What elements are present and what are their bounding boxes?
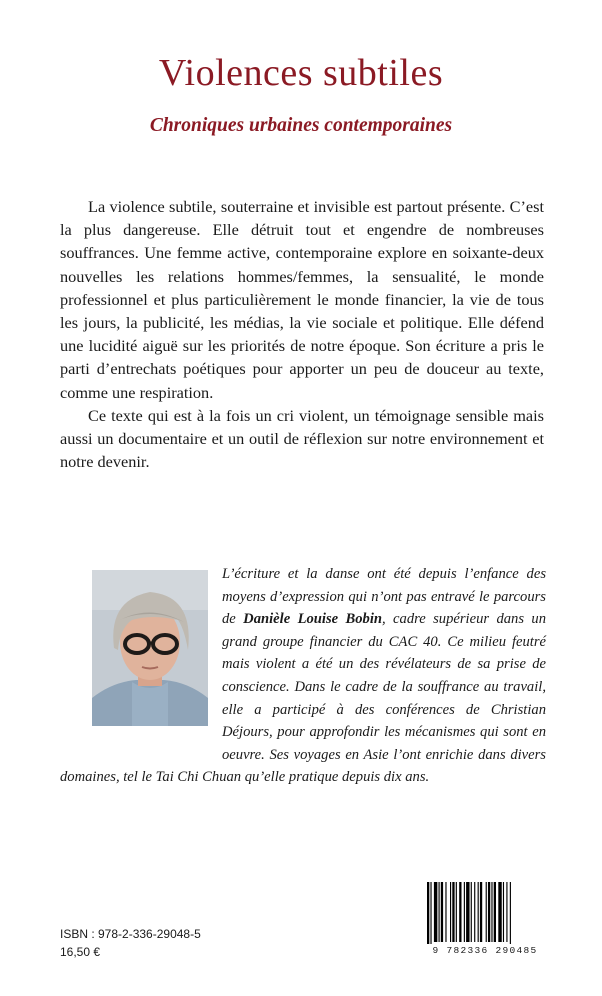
- author-biography: [60, 563, 546, 789]
- barcode-bar: [506, 882, 507, 942]
- bio-rest: , cadre supérieur dans un grand groupe financier du CAC 40. Ce milieu feutré mais violent a été un des révélateurs de sa prise de conscience. Dans le cadre de la souffrance au travail, elle a participé à des conférences de Christian Déjours, pour approfondir les mécanismes qui sont en oeuvre. Ses voyages en Asie l’ont enrichie dans divers domaines, tel le Tai Chi Chuan qu’elle pratique depuis dix ans.: [60, 611, 547, 786]
- barcode-bar: [503, 882, 504, 942]
- barcode-bar: [494, 882, 496, 942]
- barcode-bar: [478, 882, 479, 942]
- barcode-bar: [459, 882, 461, 942]
- barcode-bar: [486, 882, 487, 942]
- description-paragraph: Ce texte qui est à la fois un cri violent, un témoignage sensible mais aussi un documentaire et un outil de réflexion sur notre environnement et notre devenir.: [60, 405, 544, 472]
- book-subtitle: Chroniques urbaines contemporaines: [149, 115, 453, 136]
- barcode-bar: [480, 882, 482, 942]
- barcode-bar: [450, 882, 451, 942]
- barcode-bar: [471, 882, 472, 942]
- barcode-bar: [491, 882, 492, 942]
- barcode-bar: [510, 882, 511, 946]
- barcode-bar: [464, 882, 465, 942]
- book-title: Violences subtiles: [158, 52, 444, 94]
- description-paragraph: La violence subtile, souterraine et invisible est partout présente. C’est la plus dangereuse. Elle détruit tout et engendre de nombreuses souffrances. Une femme active, contemporaine explore en soixante-deux nouvelles les relations hommes/femmes, la sensualité, le monde professionnel et plus particulièrement le monde financier, la vie de tous les jours, la publicité, les médias, la vie sociale et politique. Elle défend une lucidité aiguë sur les priorités de notre époque. Son écriture a pris le parti d’entrechats poétiques pour apporter un peu de douceur au texte, comme une respiration.: [60, 197, 544, 402]
- barcode-bar: [434, 882, 437, 942]
- price: 16,50 €: [60, 945, 101, 959]
- back-cover-description: [60, 195, 544, 473]
- barcode-bar: [445, 882, 446, 942]
- barcode-bar: [452, 882, 454, 942]
- barcode-digits: 9 782336 290485: [426, 944, 544, 958]
- barcode-bar: [441, 882, 443, 942]
- barcode-bar: [474, 882, 475, 942]
- barcode-bars: [424, 882, 546, 946]
- isbn-number: ISBN : 978-2-336-29048-5: [60, 927, 201, 941]
- barcode-bar: [430, 882, 431, 946]
- barcode-bar: [439, 882, 440, 942]
- barcode-bar: [488, 882, 490, 942]
- barcode-bar: [427, 882, 429, 946]
- bio-intro: L’écriture et la danse ont été depuis l’enfance des moyens d’expression qui n’ont pas entravé le parcours de: [222, 566, 546, 628]
- barcode-bar: [456, 882, 457, 942]
- author-name: Danièle Louise Bobin: [243, 611, 383, 628]
- barcode-bar: [466, 882, 469, 942]
- barcode-bar: [498, 882, 501, 942]
